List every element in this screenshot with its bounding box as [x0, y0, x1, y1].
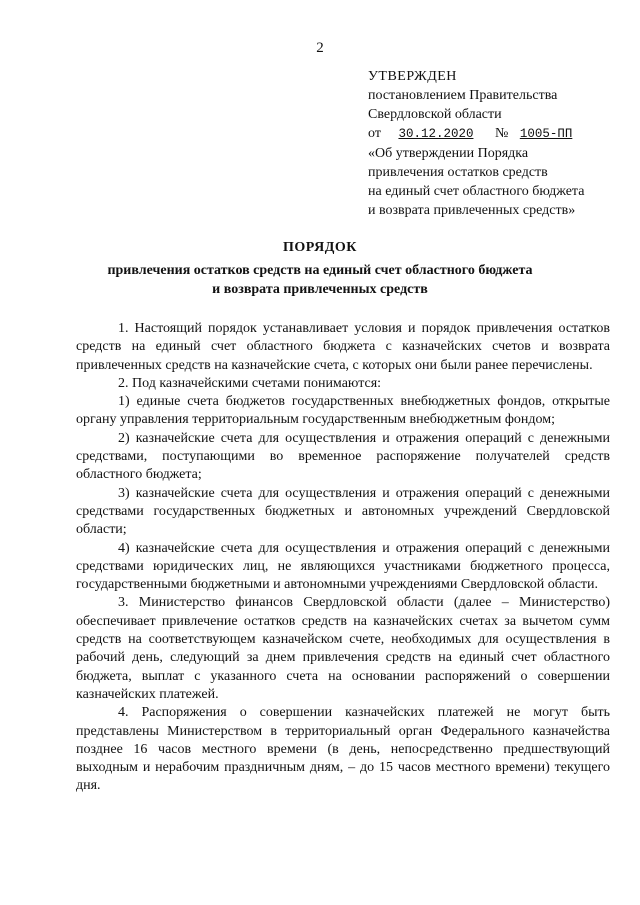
document-body	[76, 320, 610, 796]
approval-by-line-1: постановлением Правительства	[368, 88, 558, 103]
paragraph: 1) единые счета бюджетов государственных внебюджетных фондов, открытые органу управления территориальным государственным внебюджетным фондом;	[76, 394, 610, 428]
paragraph: 2. Под казначейскими счетами понимаются:	[118, 375, 382, 391]
approval-ref-line-4: и возврата привлеченных средств»	[368, 203, 576, 218]
approval-ref-line-2: привлечения остатков средств	[368, 165, 548, 180]
paragraph: 3. Министерство финансов Свердловской области (далее – Министерство) обеспечивает привлечение остатков средств на казначейских счетах за вычетом сумм средств на соответствующем казначейском счете, необходимых для осуществления в рабочий день, следующий за днем привлечения средств на единый счет областного бюджета, выплат с указанного счета на основании распоряжений о совершении казначейских платежей.	[76, 595, 610, 702]
approval-ref-line-3: на единый счет областного бюджета	[368, 184, 585, 199]
date-prefix: от	[368, 126, 381, 141]
approval-ref-line-1: «Об утверждении Порядка	[368, 146, 529, 161]
number-prefix: №	[494, 126, 509, 141]
paragraph: 4. Распоряжения о совершении казначейских платежей не могут быть представлены Министерством в территориальный орган Федерального казначейства позднее 16 часов местного времени (в день, непосредственно предшествующий выходным и нерабочим праздничным дням, – до 15 часов местного времени) текущего дня.	[76, 705, 610, 794]
paragraph: 2) казначейские счета для осуществления и отражения операций с денежными средствами, поступающими во временное распоряжение получателей средств областного бюджета;	[76, 430, 610, 483]
paragraph: 1. Настоящий порядок устанавливает условия и порядок привлечения остатков средств на единый счет областного бюджета с казначейских счетов и возврата привлеченных средств на казначейские счета, с которых они были ранее перечислены.	[76, 321, 610, 373]
document-title-name: ПОРЯДОК	[283, 240, 357, 255]
paragraph: 3) казначейские счета для осуществления и отражения операций с денежными средствами государственных бюджетных и автономных учреждений Свердловской области;	[76, 485, 610, 538]
approval-block	[368, 67, 630, 220]
document-title	[0, 238, 640, 299]
approval-by-line-2: Свердловской области	[368, 107, 502, 122]
approval-title: УТВЕРЖДЕН	[368, 69, 457, 84]
document-title-line-2: и возврата привлеченных средств	[212, 282, 428, 297]
approval-date: 30.12.2020	[398, 127, 474, 141]
approval-date-line	[368, 124, 630, 144]
paragraph: 4) казначейские счета для осуществления и отражения операций с денежными средствами юридических лиц, не являющихся участниками бюджетного процесса, государственными бюджетными и автономными учреждениями Свердловской области.	[76, 540, 610, 593]
approval-number: 1005-ПП	[519, 127, 573, 141]
document-title-line-1: привлечения остатков средств на единый счет областного бюджета	[107, 263, 533, 278]
page-number: 2	[316, 40, 324, 56]
